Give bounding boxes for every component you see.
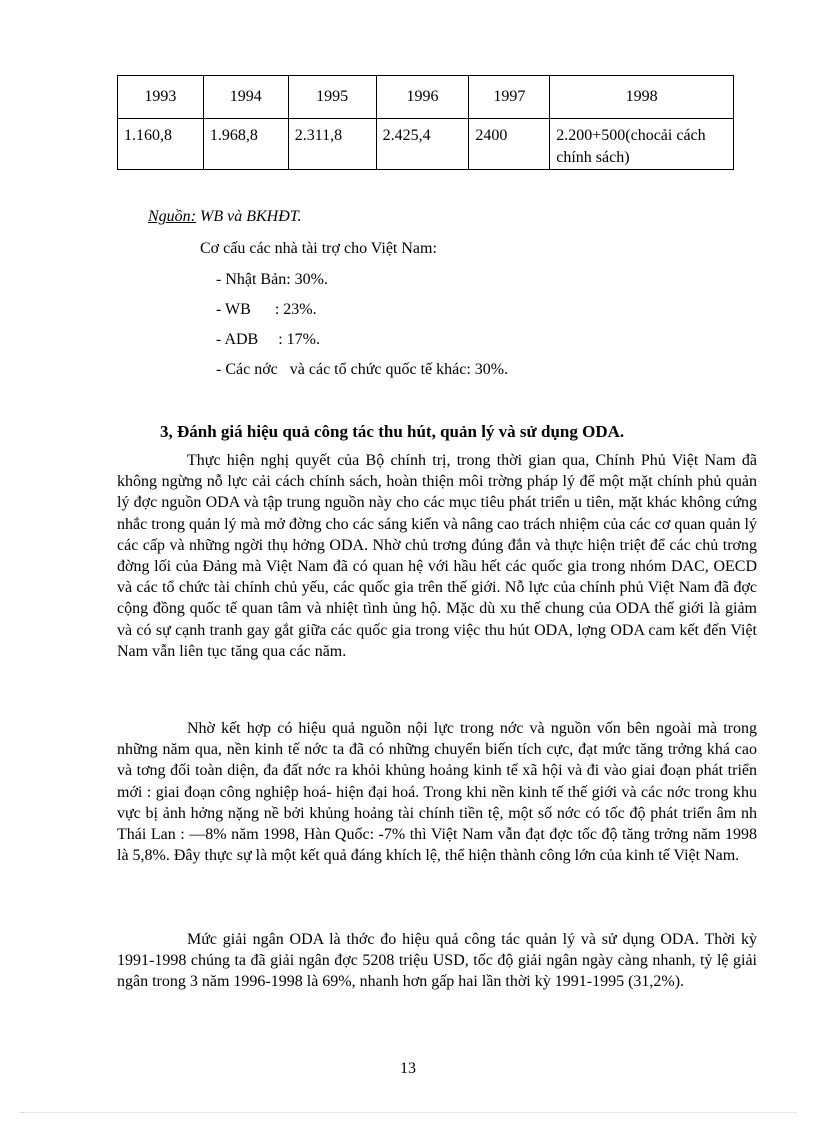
source-text: WB và BKHĐT.	[196, 208, 302, 225]
source-label: Nguồn:	[148, 208, 196, 225]
table-value-cell: 2.311,8	[288, 119, 376, 170]
table-header-row	[118, 76, 734, 119]
table-year-cell: 1994	[203, 76, 288, 119]
paragraph-text: Thực hiện nghị quyết của Bộ chính trị, trong thời gian qua, Chính Phủ Việt Nam đã không ngừng nỗ lực cải cách chính sách, hoàn thiện môi trờng pháp lý để một mặt chính phủ quản lý đợc nguồn ODA và tập trung nguồn này cho các mục tiêu phát triển u tiên, mặt khác không cứng nhắc trong quản lý mà mở đờng cho các sáng kiến và nâng cao trách nhiệm của các cơ quan quản lý các cấp và những ngời thụ hởng ODA. Nhờ chủ trơng đúng đắn và thực hiện triệt để các chủ trơng đờng lối của Đảng mà Việt Nam đã có quan hệ với hầu hết các quốc gia trong nhóm DAC, OECD và các tổ chức tài chính chủ yếu, các quốc gia trên thế giới. Nỗ lực của chính phủ Việt Nam đã đợc cộng đồng quốc tế quan tâm và nhiệt tình ủng hộ. Mặc dù xu thế chung của ODA thế giới là giảm và có sự cạnh tranh gay gắt giữa các quốc gia trong việc thu hút ODA, lợng ODA cam kết đến Việt Nam vẫn liên tục tăng qua các năm.	[117, 452, 757, 660]
list-item: - WB : 23%.	[216, 301, 317, 318]
oda-table	[117, 75, 734, 170]
table-year-cell: 1998	[550, 76, 734, 119]
paragraph	[117, 929, 757, 993]
page-number: 13	[400, 1060, 416, 1077]
table-value-cell: 2400	[469, 119, 550, 170]
table-value-cell: 1.160,8	[118, 119, 204, 170]
list-item: - Các nớc và các tổ chức quốc tế khác: 30%.	[216, 361, 509, 378]
paragraph	[117, 718, 757, 866]
source-note	[148, 208, 301, 226]
paragraph-text: Nhờ kết hợp có hiệu quả nguồn nội lực trong nớc và nguồn vốn bên ngoài mà trong những năm qua, nền kinh tế nớc ta đã có những chuyển biến tích cực, đạt mức tăng trởng khá cao và tơng đối toàn diện, đa đất nớc ra khỏi khủng hoảng kinh tế xã hội và đi vào giai đoạn phát triển mới : giai đoạn công nghiệp hoá- hiện đại hoá. Trong khi nền kinh tế thế giới và các nớc trong khu vực bị ảnh hởng nặng nề bởi khủng hoảng tài chính tiền tệ, một số nớc có tốc độ phát triển âm nh Thái Lan : —8% năm 1998, Hàn Quốc: -7% thì Việt Nam vẫn đạt đợc tốc độ tăng trởng năm 1998 là 5,8%. Đây thực sự là một kết quả đáng khích lệ, thể hiện thành công lớn của kinh tế Việt Nam.	[117, 720, 757, 865]
paragraph	[117, 450, 757, 662]
section-heading: 3, Đánh giá hiệu quả công tác thu hút, quản lý và sử dụng ODA.	[160, 422, 625, 441]
table-year-cell: 1996	[376, 76, 469, 119]
table-year-cell: 1993	[118, 76, 204, 119]
list-item: - ADB : 17%.	[216, 331, 320, 348]
donor-list	[216, 270, 508, 390]
donor-structure-title: Cơ cấu các nhà tài trợ cho Việt Nam:	[200, 240, 437, 257]
table-value-row	[118, 119, 734, 170]
footer-divider	[20, 1112, 796, 1113]
table-value-cell: 2.200+500(chocải cách chính sách)	[550, 119, 734, 170]
paragraph-text: Mức giải ngân ODA là thớc đo hiệu quả công tác quản lý và sử dụng ODA. Thời kỳ 1991-1998 chúng ta đã giải ngân đợc 5208 triệu USD, tốc độ giải ngân ngày càng nhanh, tỷ lệ giải ngân trong 3 năm 1996-1998 là 69%, nhanh hơn gấp hai lần thời kỳ 1991-1995 (31,2%).	[117, 931, 757, 991]
list-item: - Nhật Bản: 30%.	[216, 271, 328, 288]
table-value-cell: 1.968,8	[203, 119, 288, 170]
table-year-cell: 1995	[288, 76, 376, 119]
table-value-cell: 2.425,4	[376, 119, 469, 170]
table-year-cell: 1997	[469, 76, 550, 119]
